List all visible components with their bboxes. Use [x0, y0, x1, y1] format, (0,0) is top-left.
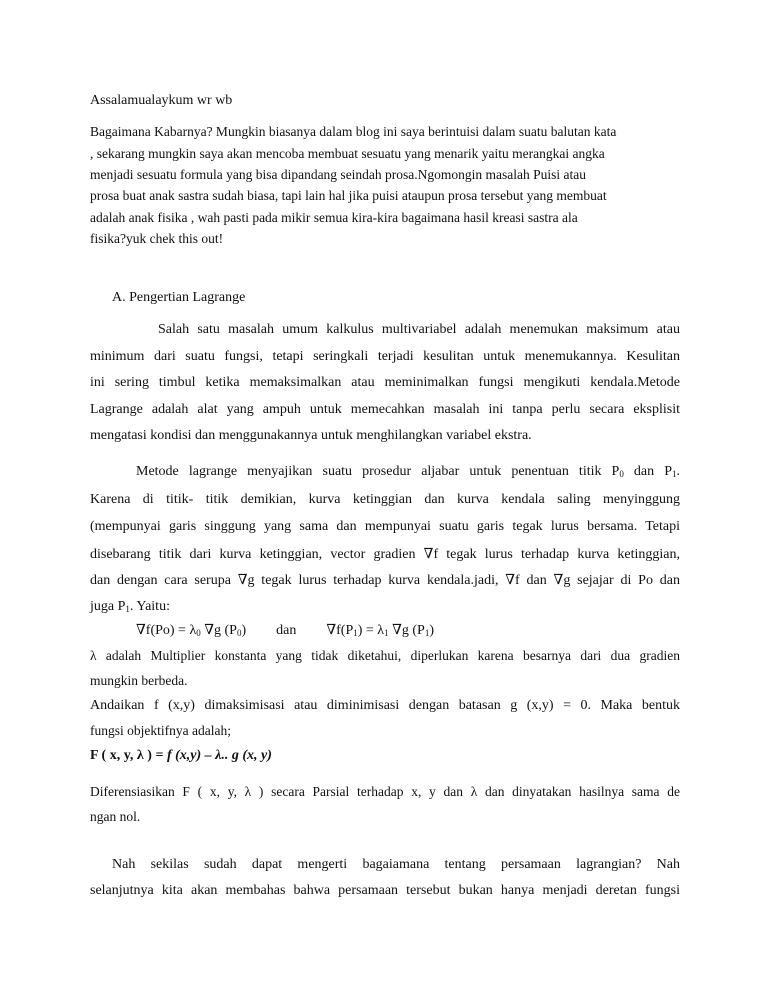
paragraph-line: ini sering timbul ketika memaksimalkan atau meminimalkan fungsi mengikuti kendala.Metode — [90, 375, 680, 390]
paragraph-line: Andaikan f (x,y) dimaksimisasi atau diminimisasi dengan batasan g (x,y) = 0. Maka bentuk — [90, 698, 680, 713]
section-heading: A. Pengertian Lagrange — [112, 290, 246, 305]
paragraph-line: mungkin berbeda. — [90, 673, 188, 688]
gradient-equation: $\nabla f(Po) = \lambda_0$ ∇g $(P_0)$ dan $\nabla f(P_1) = \lambda_1$ ∇g $(P_1)$ — [136, 623, 435, 638]
paragraph-line: juga $P_1$. Yaitu: — [90, 599, 170, 614]
objective-function-formula: F ( x, y, λ ) = f (x,y) – λ.. g (x, y) — [90, 748, 272, 763]
intro-line: adalah anak fisika , wah pasti pada mikir semua kira-kira bagaimana hasil kreasi sastra ala — [90, 210, 578, 225]
intro-line: , sekarang mungkin saya akan mencoba membuat sesuatu yang menarik yaitu merangkai angka — [90, 146, 605, 161]
paragraph-line: Lagrange adalah alat yang ampuh untuk memecahkan masalah ini tanpa perlu secara eksplisit — [90, 402, 680, 417]
paragraph-line: fungsi objektifnya adalah; — [90, 723, 231, 738]
paragraph-line: Nah sekilas sudah dapat mengerti bagaiamana tentang persamaan lagrangian? Nah — [112, 857, 680, 872]
intro-line: menjadi sesuatu formula yang bisa dipandang seindah prosa.Ngomongin masalah Puisi atau — [90, 167, 587, 182]
paragraph-line: (mempunyai garis singgung yang sama dan mempunyai suatu garis tegak lurus bersama. Tetapi — [90, 519, 680, 534]
intro-line: Bagaimana Kabarnya? Mungkin biasanya dalam blog ini saya berintuisi dalam suatu balutan kata — [90, 124, 617, 139]
paragraph-line: Metode lagrange menyajikan suatu prosedur aljabar untuk penentuan titik $P_0$ dan $P_1$. — [136, 464, 681, 479]
paragraph-line: mengatasi kondisi dan menggunakannya untuk menghilangkan variabel ekstra. — [90, 428, 532, 443]
paragraph-line: minimum dari suatu fungsi, tetapi seringkali terjadi kesulitan untuk menemukannya. Kesulitan — [90, 349, 680, 364]
paragraph-line: λ adalah Multiplier konstanta yang tidak diketahui, diperlukan karena besarnya dari dua gradien — [90, 648, 680, 663]
intro-line: prosa buat anak sastra sudah biasa, tapi lain hal jika puisi ataupun prosa tersebut yang membuat — [90, 188, 607, 203]
paragraph-line: selanjutnya kita akan membahas bahwa persamaan tersebut bukan hanya menjadi deretan fungsi — [90, 883, 680, 898]
paragraph-line: Diferensiasikan F ( x, y, λ ) secara Parsial terhadap x, y dan λ dan dinyatakan hasilnya sama de — [90, 784, 680, 799]
intro-line: fisika?yuk chek this out! — [90, 231, 224, 246]
paragraph-line: ngan nol. — [90, 809, 141, 824]
paragraph-line: disebarang titik dari kurva ketinggian, vector gradien ∇f tegak lurus terhadap kurva ketinggian, — [90, 547, 680, 562]
greeting-line: Assalamualaykum wr wb — [90, 93, 233, 108]
paragraph-line: dan dengan cara serupa ∇g tegak lurus terhadap kurva kendala.jadi, ∇f dan ∇g sejajar di Po dan — [90, 573, 680, 588]
paragraph-line: Salah satu masalah umum kalkulus multivariabel adalah menemukan maksimum atau — [158, 322, 680, 337]
paragraph-line: Karena di titik- titik demikian, kurva ketinggian dan kurva kendala saling menyinggung — [90, 492, 680, 507]
